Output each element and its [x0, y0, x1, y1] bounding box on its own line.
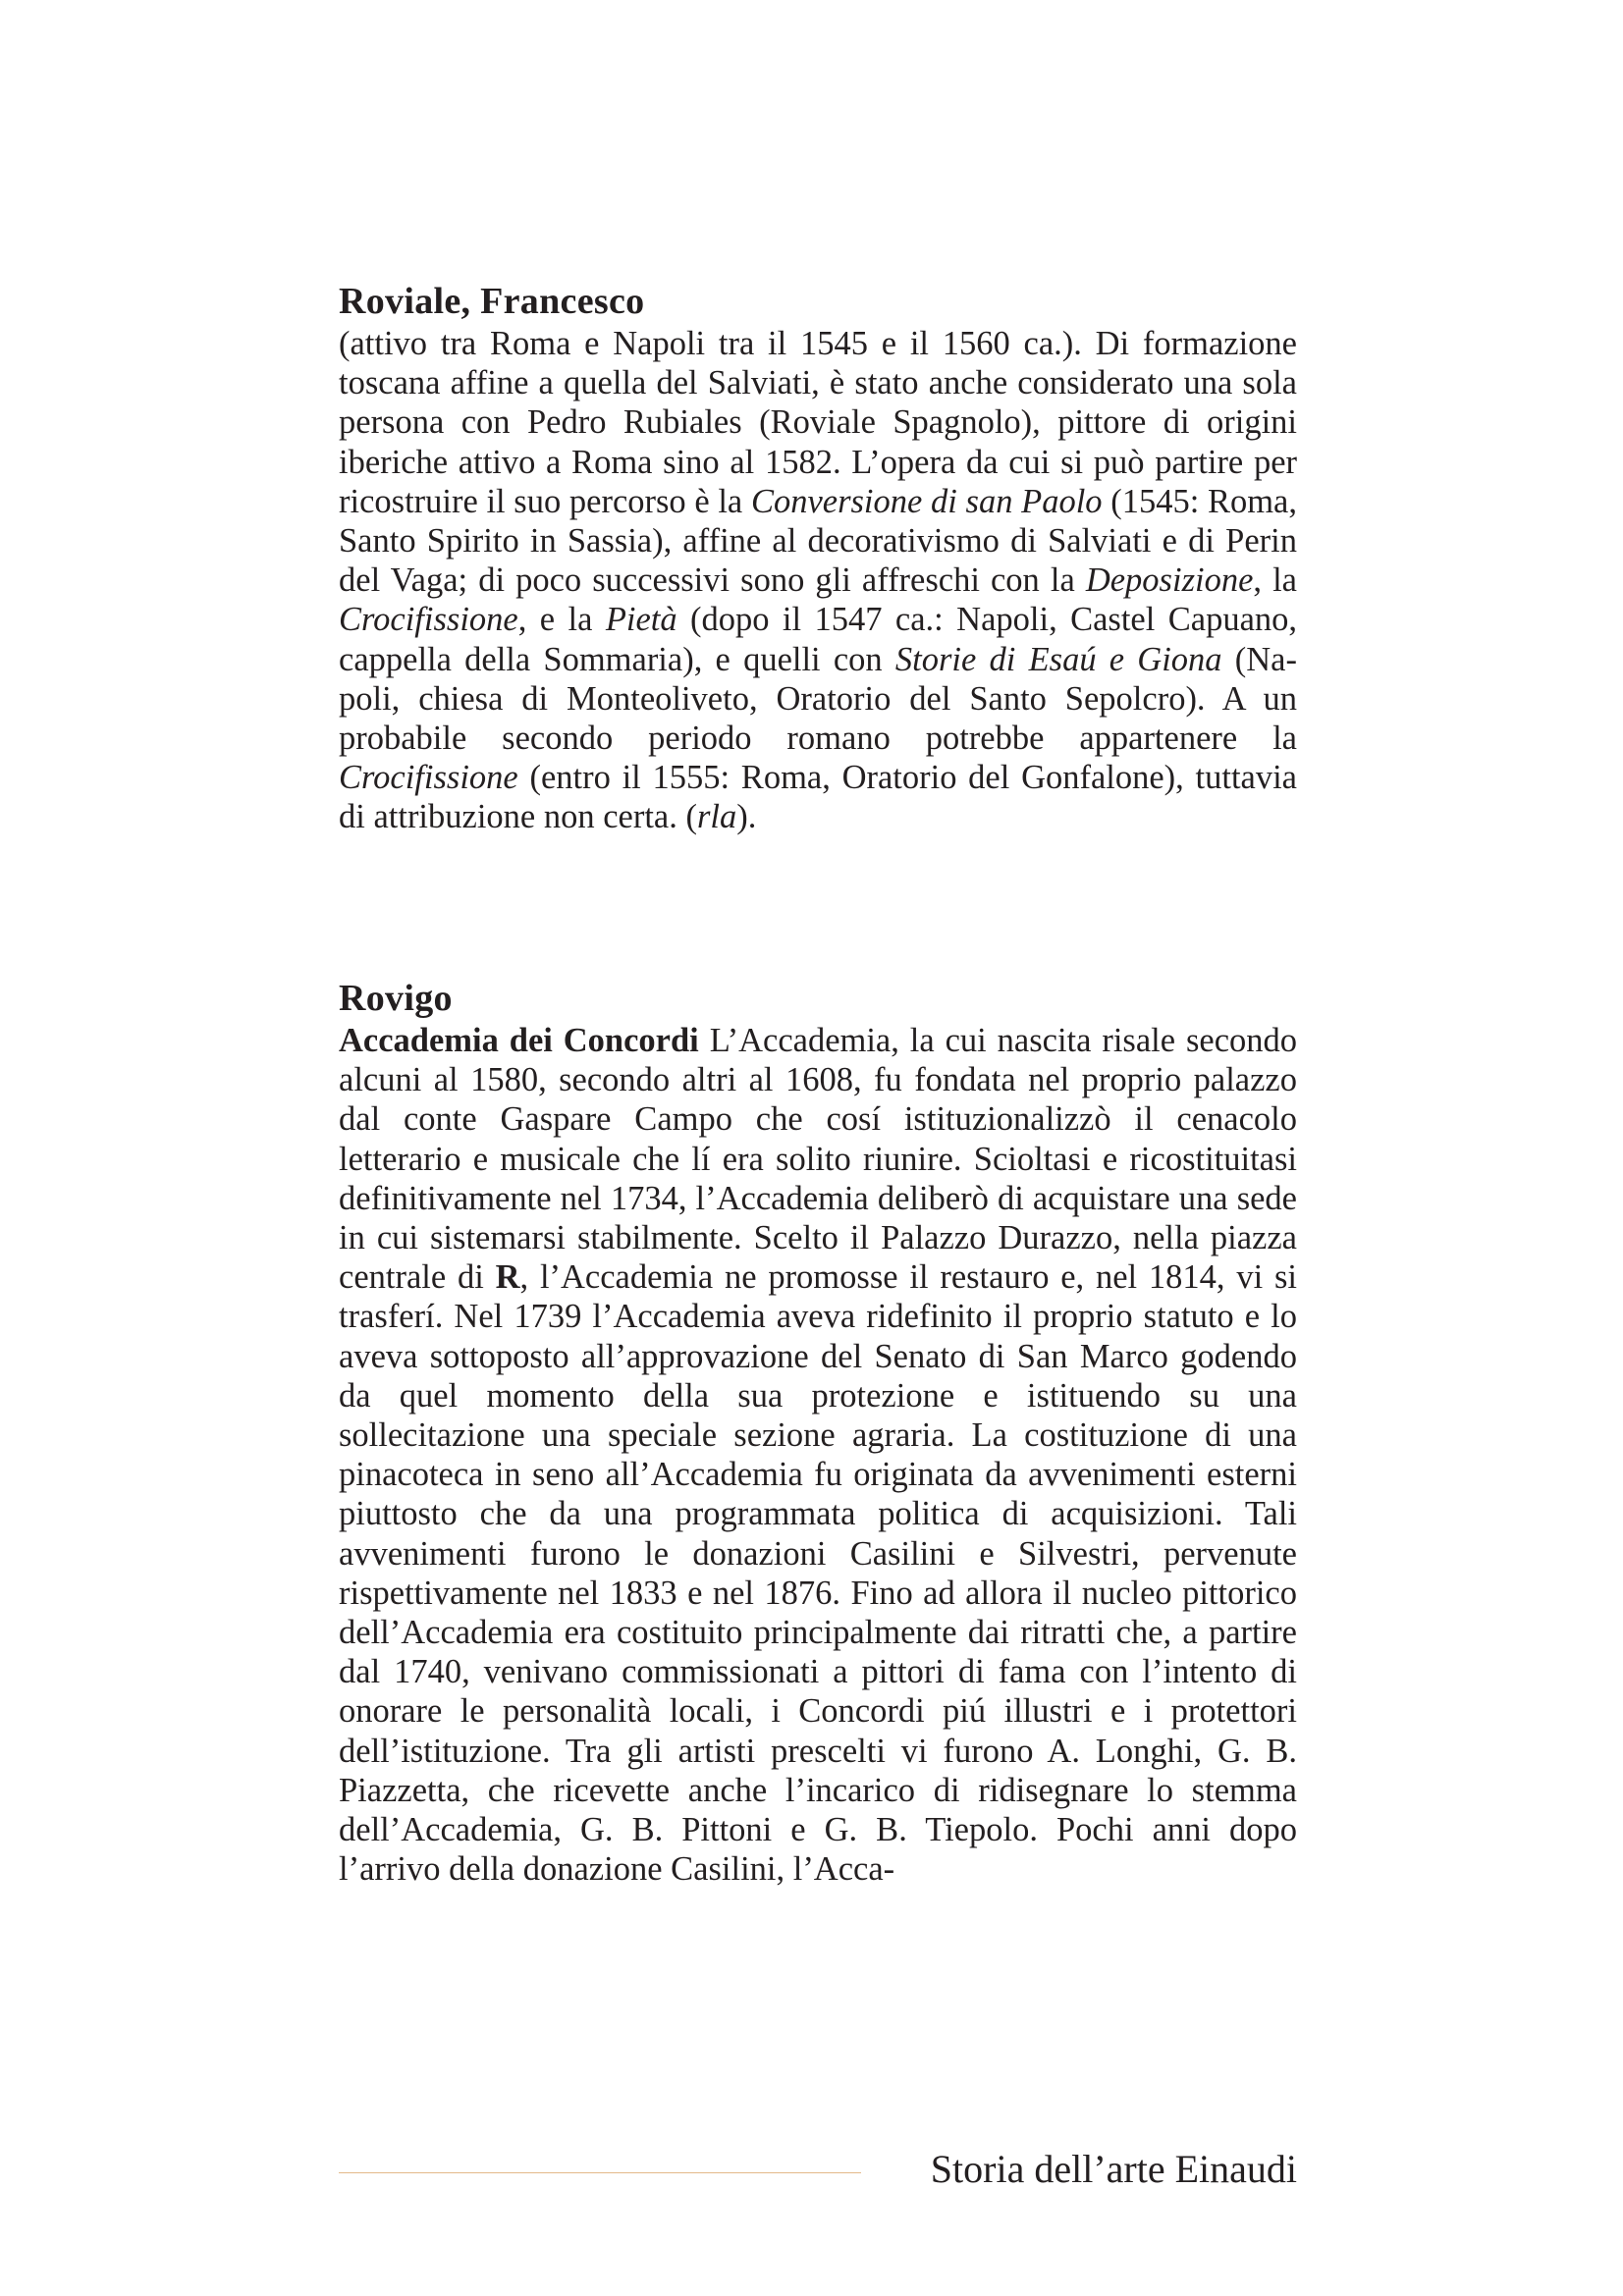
italic-run: Conversione di san Paolo	[750, 482, 1103, 520]
text-run: (dopo il 1547 ca.: Napoli, Castel Capuano, cappella della Sommaria), e quelli con	[339, 601, 1298, 678]
text-run: L’Accademia, la cui nascita risale secondo alcuni al 1580, secondo altri al 1608, fu fondata nel proprio palazzo dal conte Gaspare Campo che cosí istituzionalizzò il cenacolo letterario e musicale che lí era solito riunire. Scioltasi e ricostituitasi definitivamente nel 1734, l’Accademia deliberò di acquistare una sede in cui sistemarsi stabilmente. Scelto il Palazzo Durazzo, nella piazza centrale di	[339, 1022, 1298, 1297]
italic-run: Deposizione	[1085, 561, 1254, 600]
text-run: (1545: Roma, Santo Spirito in Sassia), affine al decorativismo di Salviati e di Perin del Vaga; di poco successivi sono gli affreschi con la	[339, 482, 1297, 600]
italic-run: Crocifissione	[339, 759, 518, 797]
entry-title: Roviale, Francesco	[339, 281, 645, 322]
text-run: , e la	[517, 601, 606, 639]
footer-title: Storia dell’arte Einaudi	[930, 2147, 1297, 2191]
entry-roviale	[339, 279, 1297, 837]
italic-run: Storie di Esaú e Giona	[894, 640, 1222, 678]
text-run: , la	[1253, 561, 1297, 600]
text-run: (Napoli, chiesa di Monteoliveto, Oratorio del Santo Sepolcro). A un probabile secondo periodo romano potrebbe appartenere la	[339, 640, 1297, 758]
text-run: (entro il 1555: Roma, Oratorio del Gonfalone), tuttavia di attribuzione non certa. (	[339, 759, 1297, 836]
text-run: ).	[736, 798, 757, 836]
text-run: , l’Accademia ne promosse il restauro e, nel 1814, vi si trasferí. Nel 1739 l’Accademia aveva ridefinito il proprio statuto e lo aveva sottoposto all’approvazione del Senato di San Marco godendo da quel momento della sua protezione e istituendo su una sollecitazione una speciale sezione agraria. La costituzione di una pinacoteca in seno all’Accademia fu originata da avvenimenti esterni piuttosto che da una programmata politica di acquisizioni. Tali avvenimenti furono le donazioni Casilini e Silvestri, pervenute rispettivamente nel 1833 e nel 1876. Fino ad allora il nucleo pittorico dell’Accademia era costituito principalmente dai ritratti che, a partire dal 1740, venivano commissionati a pittori di fama con l’intento di onorare le personalità locali, i Concordi piú illustri e i protettori dell’istituzione. Tra gli artisti prescelti vi furono A. Longhi, G. B. Piazzetta, che ricevette anche l’incarico di ridisegnare lo stemma dell’Accademia, G. B. Pittoni e G. B. Tiepolo. Pochi anni dopo l’arrivo della donazione Casilini, l’Acca-	[339, 1258, 1297, 1889]
bold-run: R	[495, 1258, 520, 1297]
entry-rovigo	[339, 976, 1297, 1889]
entry-title: Rovigo	[339, 978, 453, 1019]
italic-run: Pietà	[605, 601, 677, 639]
italic-run: Crocifissione	[339, 601, 518, 639]
bold-run: Accademia dei Concordi	[339, 1022, 699, 1059]
footer-rule	[339, 2172, 861, 2173]
entry-body	[339, 324, 1297, 837]
text-run: (attivo tra Roma e Napoli tra il 1545 e il 1560 ca.). Di formazione toscana affine a quella del Salviati, è stato anche considerato una sola persona con Pedro Rubiales (Roviale Spagnolo), pittore di origini iberiche attivo a Roma sino al 1582. L’opera da cui si può partire per ricostruire il suo percorso è la	[339, 325, 1297, 520]
italic-run: rla	[696, 798, 737, 836]
entry-body	[339, 1021, 1297, 1889]
